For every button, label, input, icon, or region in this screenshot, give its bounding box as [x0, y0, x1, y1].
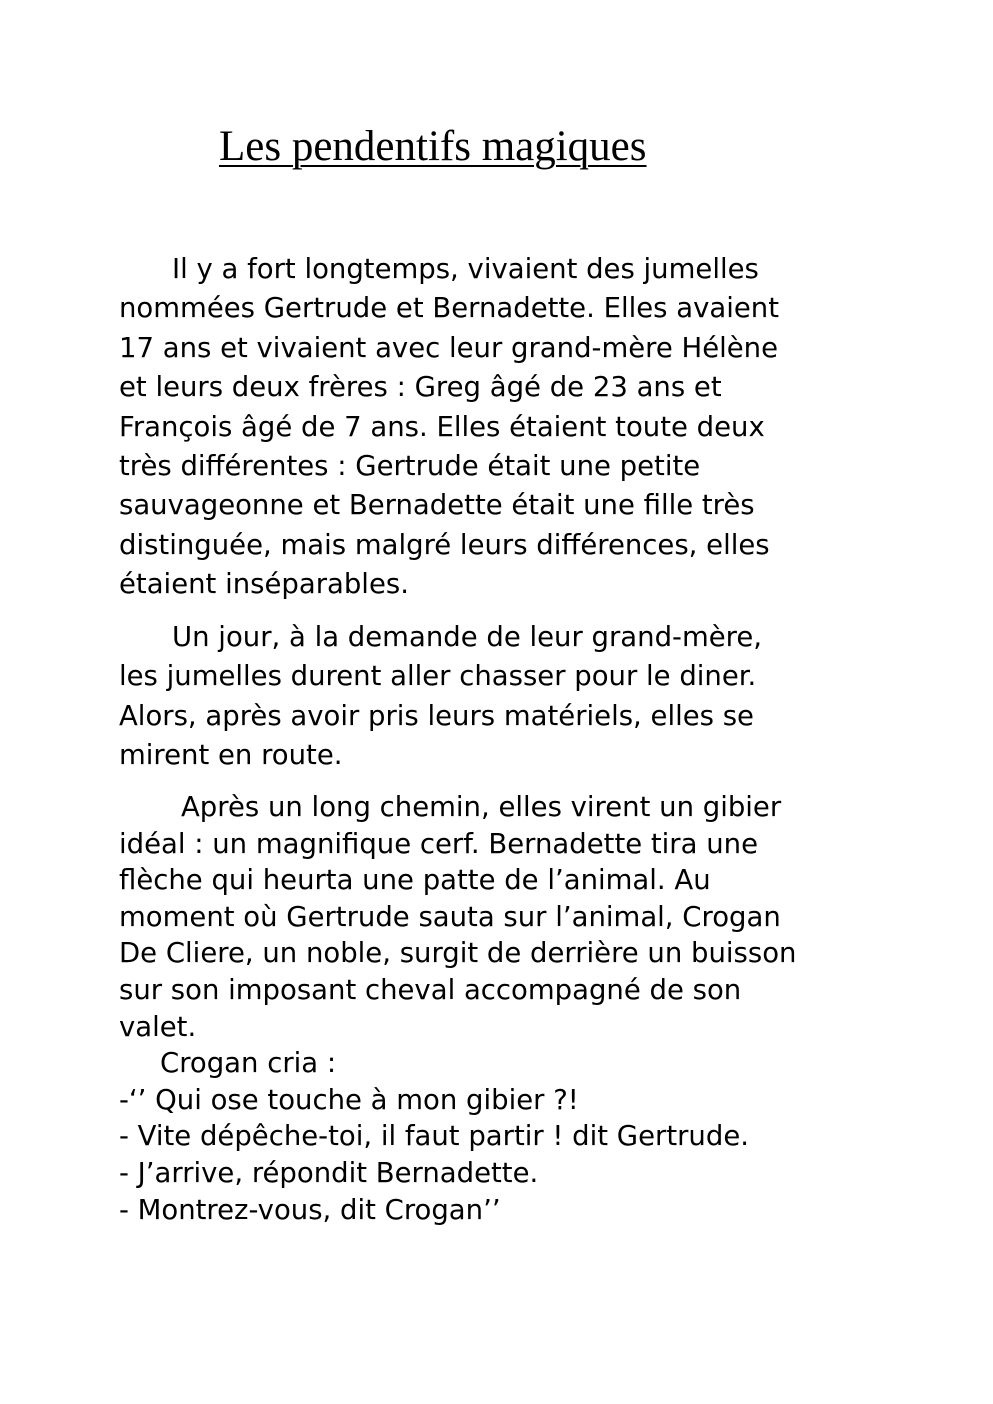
text-line: étaient inséparables.: [119, 568, 409, 601]
text-line: Après un long chemin, elles virent un gibier: [181, 791, 782, 823]
text-line: sauvageonne et Bernadette était une fille très: [119, 489, 755, 522]
text-line: sur son imposant cheval accompagné de son: [119, 973, 742, 1006]
paragraph-3: [119, 789, 796, 1228]
dialogue-line: - J’arrive, répondit Bernadette.: [119, 1156, 539, 1189]
text-line: François âgé de 7 ans. Elles étaient toute deux: [119, 410, 765, 443]
paragraph-2: [119, 618, 762, 776]
text-line: nommées Gertrude et Bernadette. Elles avaient: [119, 292, 779, 325]
text-line: mirent en route.: [119, 739, 343, 772]
text-line: et leurs deux frères : Greg âgé de 23 ans et: [119, 371, 722, 404]
text-line: Il y a fort longtemps, vivaient des jumelles: [172, 253, 759, 285]
text-line: moment où Gertrude sauta sur l’animal, Crogan: [119, 900, 781, 933]
text-line: Un jour, à la demande de leur grand-mère,: [172, 621, 763, 653]
text-line: idéal : un magnifique cerf. Bernadette tira une: [119, 827, 758, 860]
dialogue-line: - Vite dépêche-toi, il faut partir ! dit Gertrude.: [119, 1120, 749, 1153]
text-line: De Cliere, un noble, surgit de derrière un buisson: [119, 937, 797, 970]
text-line: très différentes : Gertrude était une petite: [119, 450, 701, 483]
text-line: flèche qui heurta une patte de l’animal. Au: [119, 864, 711, 897]
document-title: Les pendentifs magiques: [219, 123, 647, 170]
text-line: Alors, après avoir pris leurs matériels, elles se: [119, 699, 754, 732]
dialogue-line: - Montrez-vous, dit Crogan’’: [119, 1193, 501, 1226]
paragraph-1: [119, 250, 779, 605]
text-line: valet.: [119, 1010, 197, 1043]
dialogue-line: -‘’ Qui ose touche à mon gibier ?!: [119, 1083, 579, 1116]
text-line: distinguée, mais malgré leurs différences, elles: [119, 528, 770, 561]
text-line: les jumelles durent aller chasser pour le diner.: [119, 660, 757, 693]
text-line: 17 ans et vivaient avec leur grand-mère Hélène: [119, 331, 779, 364]
dialogue-intro-line: Crogan cria :: [160, 1047, 337, 1080]
